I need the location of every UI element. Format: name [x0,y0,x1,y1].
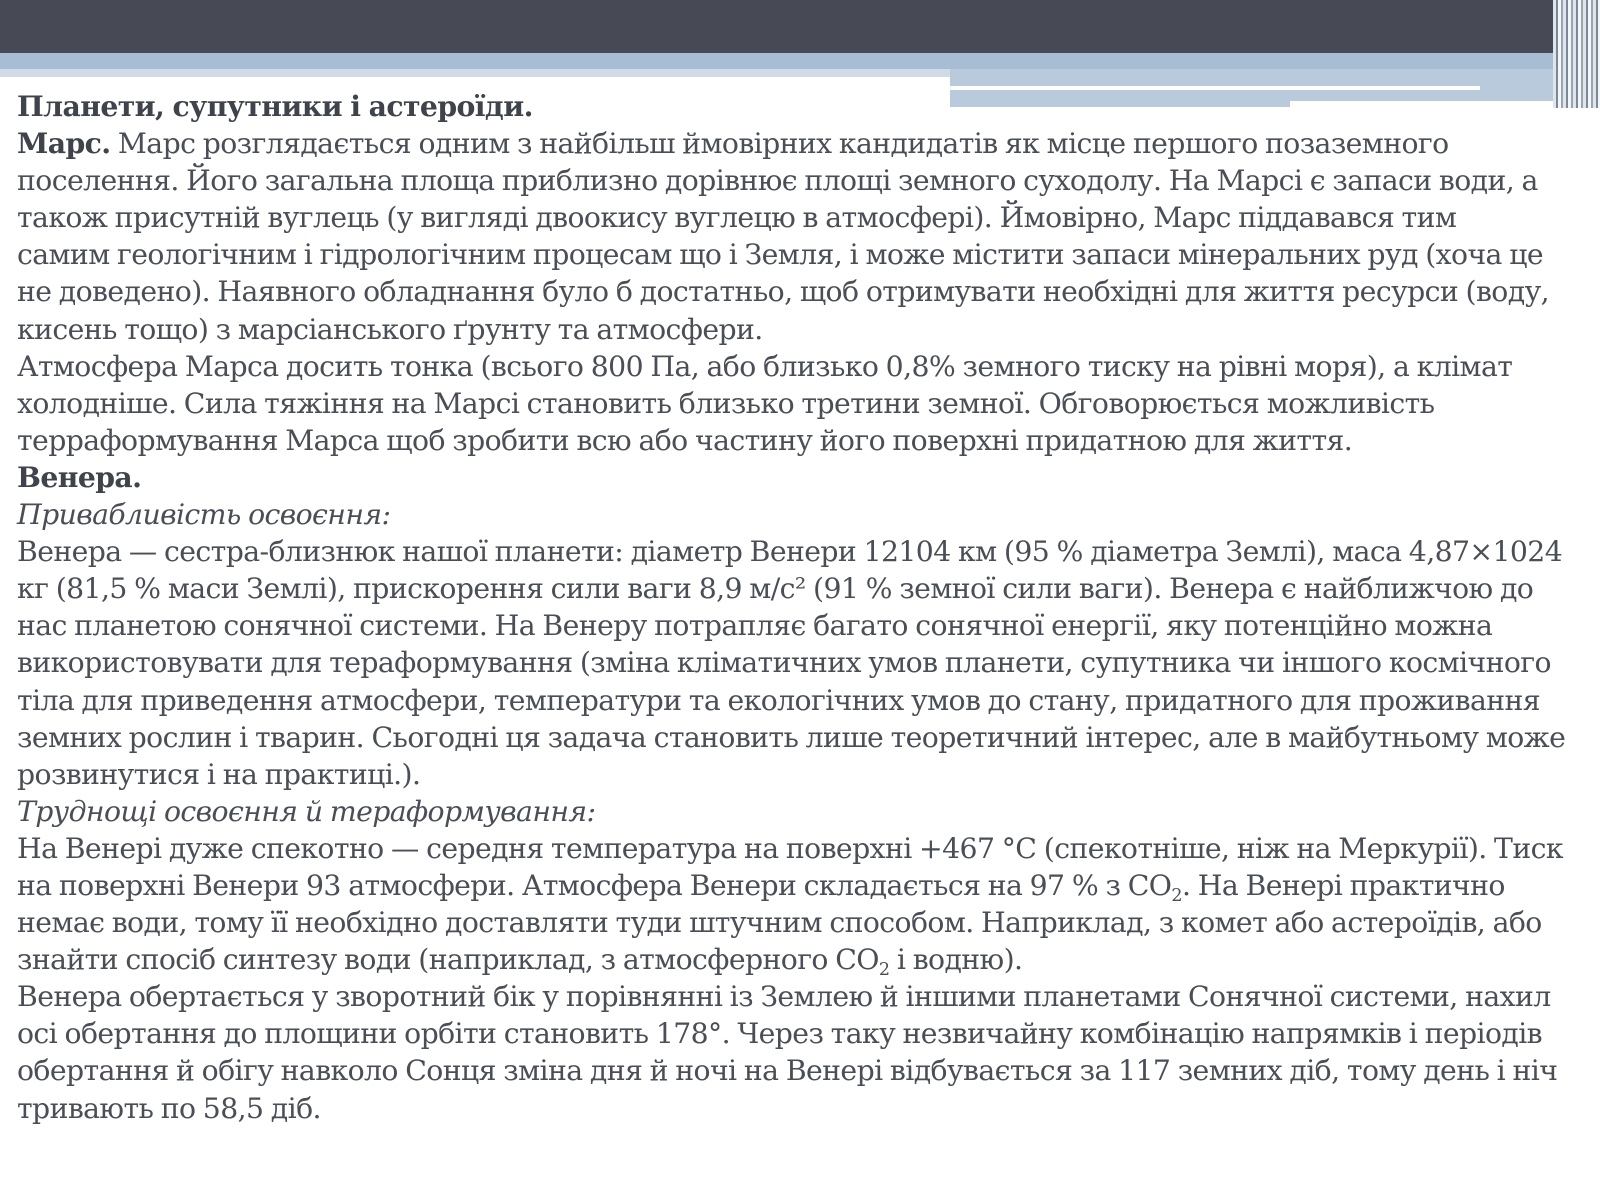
venus-line: використовувати для тераформування (зміна кліматичних умов планети, супутника чи іншого космічного [17,646,1551,680]
venus-line: Венера — сестра-близнюк нашої планети: діаметр Венери 12104 км (95 % діаметра Землі), маса 4,87×1024 [17,535,1563,569]
mars-line: також присутній вуглець (у вигляді двоокису вуглецю в атмосфері). Ймовірно, Марс піддавався тим [17,201,1457,235]
slide-header-bar [0,0,1600,53]
mars-line: холодніше. Сила тяжіння на Марсі становить близько третини земної. Обговорюється можливість [17,386,1435,420]
mars-line: терраформування Марса щоб зробити всю або частину його поверхні придатною для життя. [17,423,1353,457]
venus-line: на поверхні Венери 93 атмосфери. Атмосфера Венери складається на 97 % з $CO_2$. На Венері практично [17,868,1505,907]
venus-line: Венера обертається у зворотний бік у порівнянні із Землею й іншими планетами Сонячної системи, нахил [17,980,1551,1014]
venus-difficulty-heading: Труднощі освоєння й тераформування: [17,794,596,828]
venus-line: осі обертання до площини орбіти становить 178°. Через таку незвичайну комбінацію напрямків і періодів [17,1017,1543,1051]
decorative-band [0,53,1560,69]
venus-line: кг (81,5 % маси Землі), прискорення сили ваги 8,9 м/с² (91 % земної сили ваги). Венера є найближчою до [17,572,1534,606]
slide-title: Планети, супутники і астероїди. [17,89,533,123]
mars-line: не доведено). Наявного обладнання було б достатньо, щоб отримувати необхідні для життя ресурси (воду, [17,275,1550,309]
slide-body [17,88,1589,1127]
venus-line: розвинутися і на практиці.). [17,757,421,791]
venus-attract-heading: Привабливість освоєння: [17,498,391,532]
mars-line: самим геологічним і гідрологічним процесам що і Земля, і може містити запаси мінеральних руд (хоча це [17,238,1543,272]
venus-line: обертання й обігу навколо Сонця зміна дня й ночі на Венері відбувається за 117 земних діб, тому день і ніч [17,1054,1558,1088]
venus-line: немає води, тому її необхідно доставляти туди штучним способом. Наприклад, з комет або астероїдів, або [17,906,1542,940]
mars-heading: Марс. [17,126,111,161]
mars-line: поселення. Його загальна площа приблизно дорівнює площі земного суходолу. На Марсі є запаси води, а [17,164,1538,198]
venus-line: нас планетою сонячної системи. На Венеру потрапляє багато сонячної енергії, яку потенційно можна [17,609,1493,643]
venus-line: тривають по 58,5 діб. [17,1091,321,1125]
mars-line: кисень тощо) з марсіанського ґрунту та атмосфери. [17,312,763,346]
venus-heading: Венера. [17,459,142,494]
mars-line: Атмосфера Марса досить тонка (всього 800 Па, або близько 0,8% земного тиску на рівні моря), а клімат [17,349,1513,383]
venus-line: На Венері дуже спекотно — середня температура на поверхні +467 °C (спекотніше, ніж на Меркурії). Тиск [17,831,1563,865]
venus-line: земних рослин і тварин. Сьогодні ця задача становить лише теоретичний інтерес, але в майбутньому може [17,720,1566,754]
mars-line: Марс. Марс розглядається одним з найбільш ймовірних кандидатів як місце першого позаземного [17,126,1449,161]
venus-line: тіла для приведення атмосфери, температури та екологічних умов до стану, придатного для проживання [17,683,1541,717]
venus-line: знайти спосіб синтезу води (наприклад, з атмосферного $CO_2$ і водню). [17,943,1023,981]
decorative-band-pale [0,69,950,77]
